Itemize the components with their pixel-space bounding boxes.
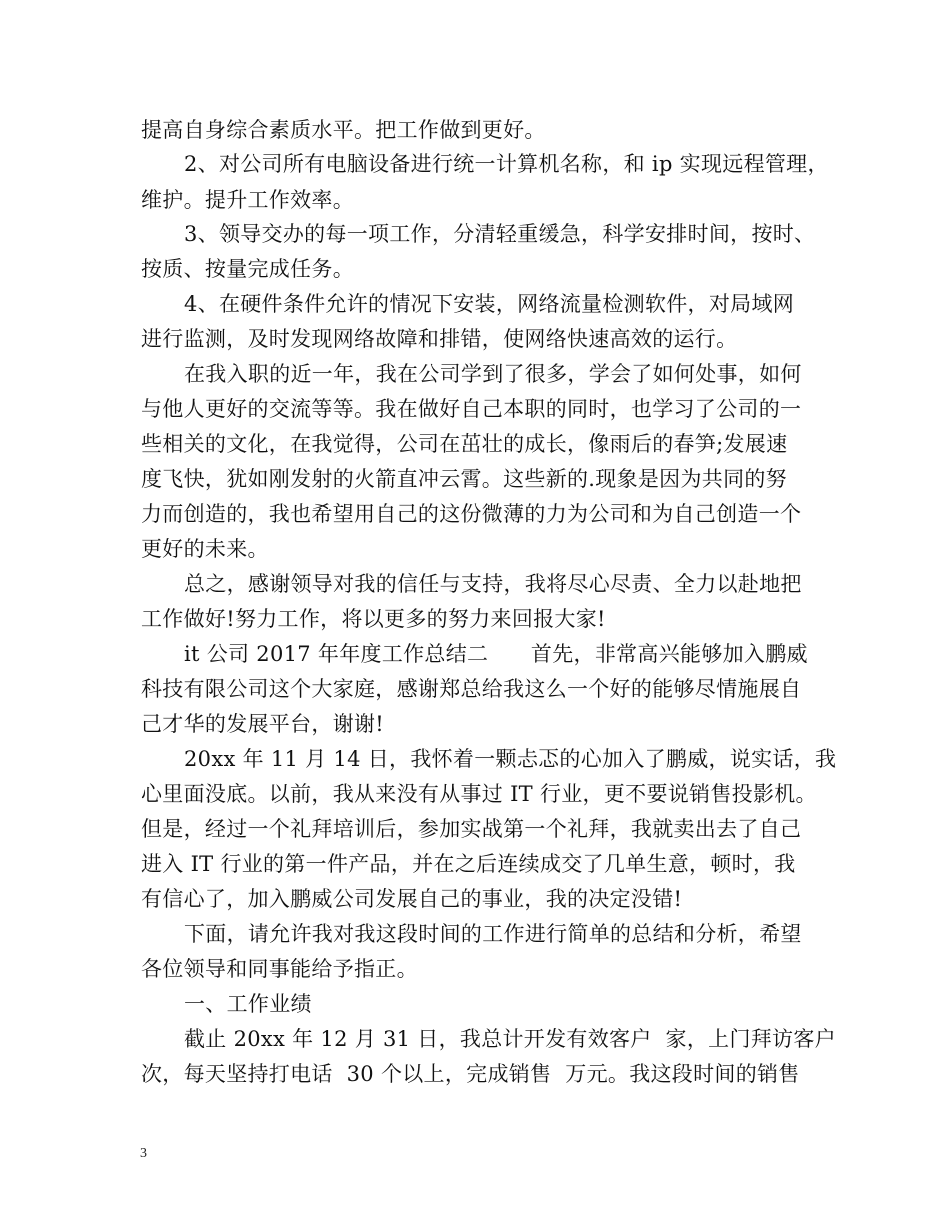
text-line: 次，每天坚持打电话 30 个以上，完成销售 万元。我这段时间的销售 — [141, 1062, 800, 1086]
text-line: 进入 IT 行业的第一件产品，并在之后连续成交了几单生意，顿时，我 — [141, 852, 796, 876]
text-line: 力而创造的，我也希望用自己的这份微薄的力为公司和为自己创造一个 — [141, 502, 802, 526]
text-line: 进行监测，及时发现网络故障和排错，使网络快速高效的运行。 — [141, 327, 738, 351]
text-line: 度飞快，犹如刚发射的火箭直冲云霄。这些新的.现象是因为共同的努 — [141, 467, 787, 491]
text-line: it 公司 2017 年年度工作总结二 首先，非常高兴能够加入鹏威 — [184, 642, 808, 666]
text-line: 但是，经过一个礼拜培训后，参加实战第一个礼拜，我就卖出去了自己 — [141, 817, 802, 841]
text-line: 维护。提升工作效率。 — [141, 188, 354, 212]
page-number: 3 — [140, 1146, 147, 1161]
text-line: 截止 20xx 年 12 月 31 日，我总计开发有效客户 家，上门拜访客户 — [184, 1027, 836, 1051]
text-line: 总之，感谢领导对我的信任与支持，我将尽心尽责、全力以赴地把 — [184, 572, 802, 596]
text-line: 有信心了，加入鹏威公司发展自己的事业，我的决定没错! — [141, 887, 683, 911]
text-line: 己才华的发展平台，谢谢! — [141, 712, 385, 736]
text-line: 各位领导和同事能给予指正。 — [141, 957, 418, 981]
text-line: 些相关的文化，在我觉得，公司在茁壮的成长，像雨后的春笋;发展速 — [141, 432, 788, 456]
text-line: 2、对公司所有电脑设备进行统一计算机名称，和 ip 实现远程管理， — [184, 152, 829, 176]
text-line: 在我入职的近一年，我在公司学到了很多，学会了如何处事，如何 — [184, 362, 802, 386]
text-line: 与他人更好的交流等等。我在做好自己本职的同时，也学习了公司的一 — [141, 397, 802, 421]
text-line: 下面，请允许我对我这段时间的工作进行简单的总结和分析，希望 — [184, 922, 802, 946]
text-line: 工作做好!努力工作，将以更多的努力来回报大家! — [141, 607, 606, 631]
text-line: 心里面没底。以前，我从来没有从事过 IT 行业，更不要说销售投影机。 — [141, 782, 817, 806]
text-line: 20xx 年 11 月 14 日，我怀着一颗忐忑的心加入了鹏威，说实话，我 — [184, 747, 837, 771]
section-heading: 一、工作业绩 — [184, 992, 312, 1016]
text-line: 提高自身综合素质水平。把工作做到更好。 — [141, 118, 546, 142]
text-line: 4、在硬件条件允许的情况下安装，网络流量检测软件，对局域网 — [184, 292, 795, 316]
text-line: 3、领导交办的每一项工作，分清轻重缓急，科学安排时间，按时、 — [184, 222, 816, 246]
text-line: 更好的未来。 — [141, 537, 269, 561]
text-line: 按质、按量完成任务。 — [141, 257, 354, 281]
text-line: 科技有限公司这个大家庭，感谢郑总给我这么一个好的能够尽情施展自 — [141, 677, 802, 701]
